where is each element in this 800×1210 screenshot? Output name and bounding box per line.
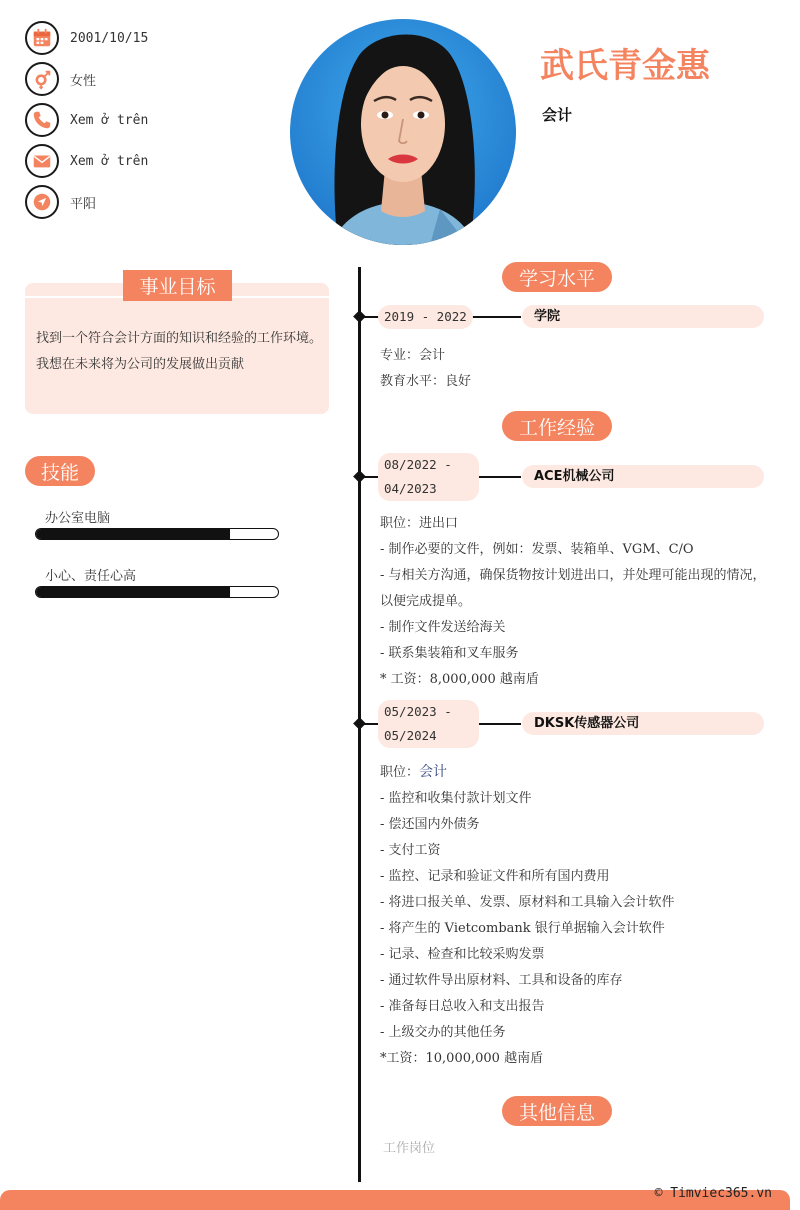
- education-school: 学院: [522, 305, 764, 328]
- job-line: - 制作文件发送给海关: [380, 620, 506, 635]
- phone-text: Xem ở trên: [70, 112, 149, 128]
- experience-heading: 工作经验: [502, 411, 612, 441]
- education-heading: 学习水平: [502, 262, 612, 292]
- job-line: - 支付工资: [380, 843, 441, 858]
- location-icon: [25, 185, 59, 219]
- skill-fill: [36, 529, 230, 539]
- skill-fill: [36, 587, 230, 597]
- contact-phone: [25, 103, 265, 137]
- skill-bar: [35, 528, 279, 540]
- job-details: [380, 759, 768, 1072]
- job-line: - 上级交办的其他任务: [380, 1025, 506, 1040]
- job-line: - 监控、记录和验证文件和所有国内费用: [380, 869, 610, 884]
- job-line: - 联系集装箱和叉车服务: [380, 646, 519, 661]
- objective-text: 找到一个符合会计方面的知识和经验的工作环境。我想在未来将为公司的发展做出贡献: [36, 331, 323, 372]
- mail-icon: [25, 144, 59, 178]
- skills-heading: 技能: [25, 456, 95, 486]
- education-major: 专业：会计: [380, 348, 446, 363]
- dob-text: 2001/10/15: [70, 30, 149, 46]
- job-date-start: 08/2022 -: [384, 457, 452, 472]
- job-position-value: 会计: [419, 764, 448, 780]
- objective-heading: 事业目标: [123, 270, 232, 301]
- job-line: - 通过软件导出原材料、工具和设备的库存: [380, 973, 623, 988]
- job-line: - 准备每日总收入和支出报告: [380, 999, 545, 1014]
- job-position: [380, 759, 768, 786]
- skill-name: 办公室电脑: [45, 511, 111, 526]
- job-date: [378, 700, 479, 748]
- job-company: DKSK传感器公司: [522, 712, 764, 735]
- job-company: ACE机械公司: [522, 465, 764, 488]
- job-line: 职位：进出口: [380, 516, 459, 531]
- phone-icon: [25, 103, 59, 137]
- contact-email: [25, 144, 265, 178]
- contact-address: [25, 185, 265, 219]
- other-heading: 其他信息: [502, 1096, 612, 1126]
- job-line: - 偿还国内外债务: [380, 817, 480, 832]
- contact-gender: [25, 62, 265, 96]
- contact-dob: [25, 21, 265, 55]
- job-line: *工资：10,000,000 越南盾: [380, 1051, 544, 1066]
- footer-copyright: © Timviec365.vn: [654, 1186, 772, 1201]
- skill-name: 小心、责任心高: [45, 569, 137, 584]
- gender-icon: [25, 62, 59, 96]
- profile-photo: [290, 19, 516, 245]
- skill-bar: [35, 586, 279, 598]
- job-line: * 工资：8,000,000 越南盾: [380, 672, 539, 687]
- address-text: 平阳: [70, 196, 97, 212]
- job-date-start: 05/2023 -: [384, 704, 452, 719]
- job-line: - 与相关方沟通，确保货物按计划进出口，并处理可能出现的情况，以便完成提单。: [380, 568, 766, 609]
- candidate-name: 武氏青金惠: [540, 46, 710, 86]
- email-text: Xem ở trên: [70, 153, 149, 169]
- job-date: [378, 453, 479, 501]
- job-date-end: 05/2024: [384, 728, 437, 743]
- calendar-icon: [25, 21, 59, 55]
- job-line: - 记录、检查和比较采购发票: [380, 947, 545, 962]
- gender-text: 女性: [70, 73, 97, 89]
- job-position-label: 职位：: [380, 765, 420, 780]
- job-line: - 监控和收集付款计划文件: [380, 791, 532, 806]
- other-placeholder: 工作岗位: [383, 1141, 436, 1156]
- job-date-end: 04/2023: [384, 481, 437, 496]
- education-grade: 教育水平：良好: [380, 374, 472, 389]
- job-line: - 将产生的 Vietcombank 银行单据输入会计软件: [380, 921, 665, 936]
- job-title: 会计: [542, 106, 573, 124]
- education-date: 2019 - 2022: [378, 305, 473, 329]
- job-line: - 将进口报关单、发票、原材料和工具输入会计软件: [380, 895, 675, 910]
- job-line: - 制作必要的文件，例如：发票、装箱单、VGM、C/O: [380, 542, 694, 557]
- job-details: [380, 511, 768, 693]
